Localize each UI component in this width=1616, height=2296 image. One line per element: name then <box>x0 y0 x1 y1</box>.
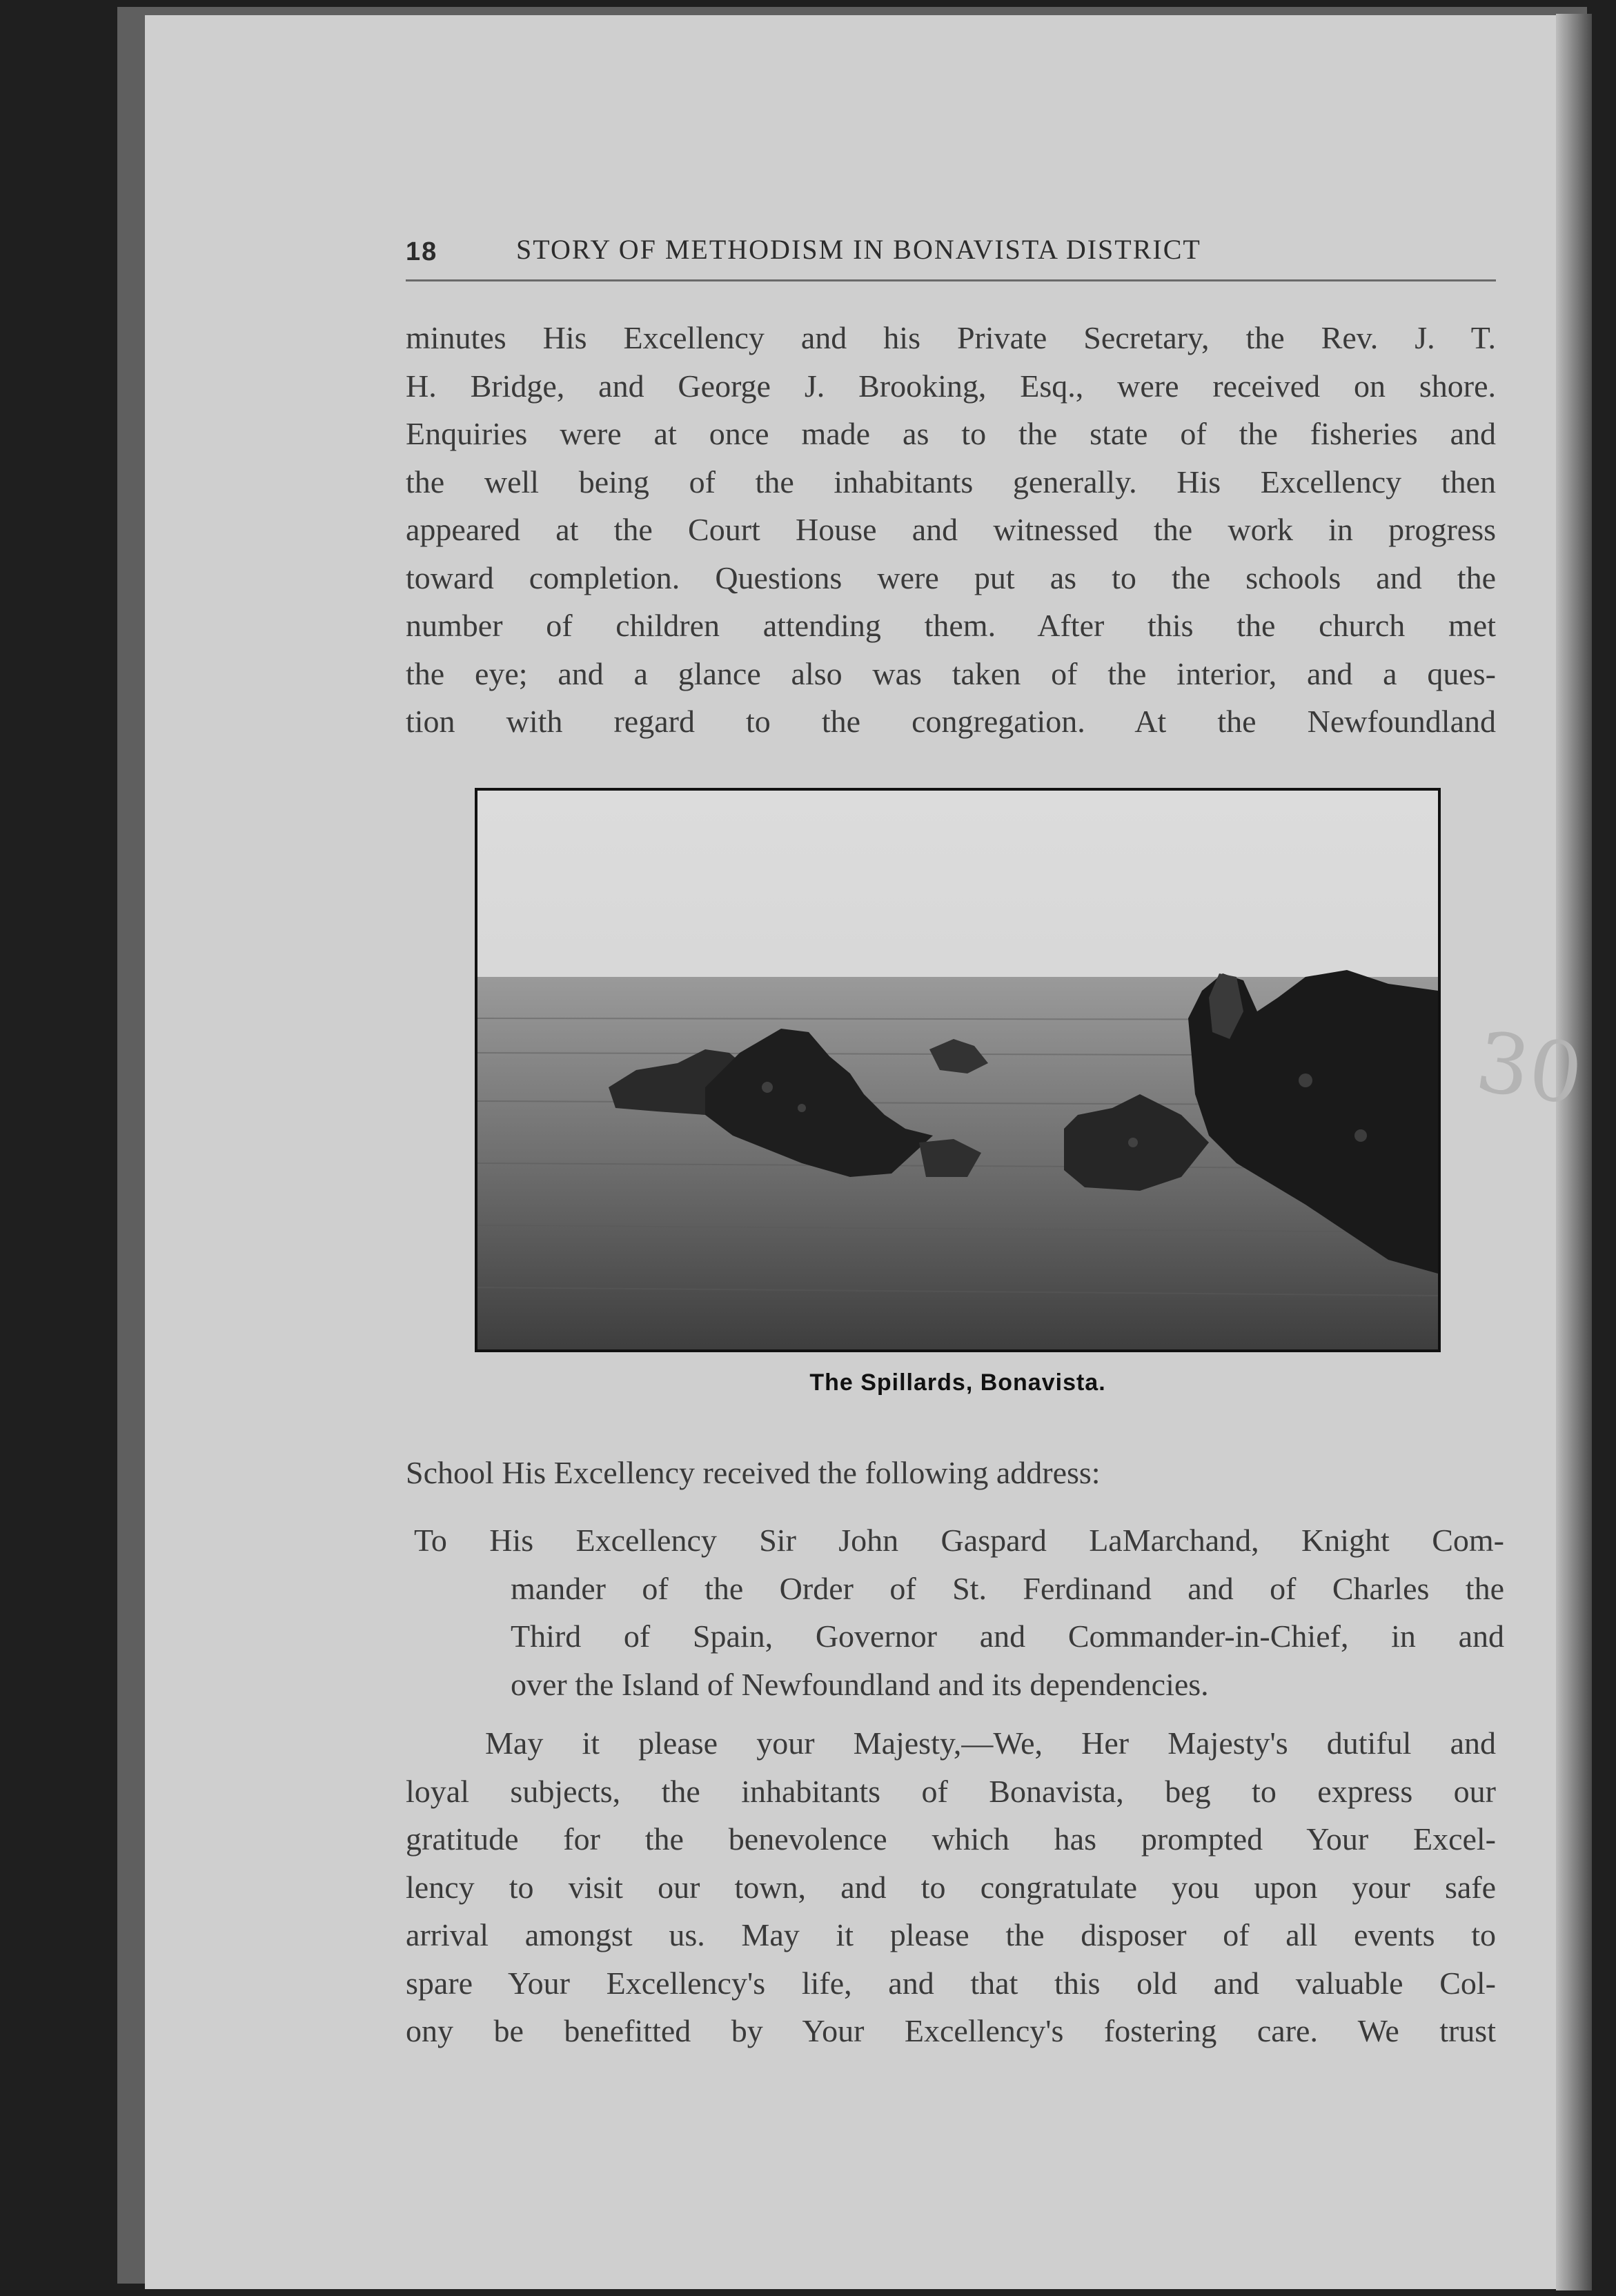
text-line: H. Bridge, and George J. Brooking, Esq., were received on shore. <box>406 368 1496 404</box>
text-line: gratitude for the benevolence which has prompted Your Excel- <box>406 1821 1496 1857</box>
text-line: To His Excellency Sir John Gaspard LaMarchand, Knight Com- <box>414 1523 1504 1558</box>
photo-rocky-coast <box>477 791 1438 1349</box>
address-heading <box>414 1516 1504 1708</box>
text-line: minutes His Excellency and his Private Secretary, the Rev. J. T. <box>406 320 1496 355</box>
text-line: Enquiries were at once made as to the state of the fisheries and <box>406 416 1496 451</box>
text-line: over the Island of Newfoundland and its dependencies. <box>511 1666 1209 1702</box>
text-line: arrival amongst us. May it please the disposer of all events to <box>406 1917 1496 1952</box>
text-line: the eye; and a glance also was taken of the interior, and a ques- <box>406 655 1496 691</box>
photo-frame <box>475 788 1441 1352</box>
text-line: toward completion. Questions were put as to the schools and the <box>406 560 1496 595</box>
text-line: the well being of the inhabitants generally. His Excellency then <box>406 464 1496 499</box>
text-line: ony be benefitted by Your Excellency's fostering care. We trust <box>406 2013 1496 2048</box>
paragraph-1 <box>406 314 1496 746</box>
paragraph-3 <box>406 1719 1496 2055</box>
running-title: STORY OF METHODISM IN BONAVISTA DISTRICT <box>516 234 1201 265</box>
header-rule <box>406 279 1496 281</box>
page-edge <box>1556 14 1592 2290</box>
figure-caption: The Spillards, Bonavista. <box>809 1369 1106 1396</box>
text-line: tion with regard to the congregation. At the Newfoundland <box>406 704 1496 739</box>
text-line: May it please your Majesty,—We, Her Majesty's dutiful and <box>485 1725 1496 1761</box>
text-line: appeared at the Court House and witnessed the work in progress <box>406 512 1496 547</box>
page-header <box>406 233 1499 281</box>
text-line: loyal subjects, the inhabitants of Bonavista, beg to express our <box>406 1773 1496 1809</box>
text-line: Third of Spain, Governor and Commander-in-Chief, in and <box>511 1619 1504 1654</box>
text-line: School His Excellency received the following address: <box>406 1455 1101 1490</box>
page-number: 18 <box>406 237 438 266</box>
text-line: spare Your Excellency's life, and that this old and valuable Col- <box>406 1965 1496 2001</box>
paragraph-2 <box>406 1449 1496 1497</box>
pencil-margin-note: 30 <box>1470 1014 1588 1124</box>
text-line: mander of the Order of St. Ferdinand and of Charles the <box>511 1570 1504 1606</box>
text-line: number of children attending them. After this the church met <box>406 608 1496 643</box>
text-line: lency to visit our town, and to congratulate you upon your safe <box>406 1869 1496 1905</box>
